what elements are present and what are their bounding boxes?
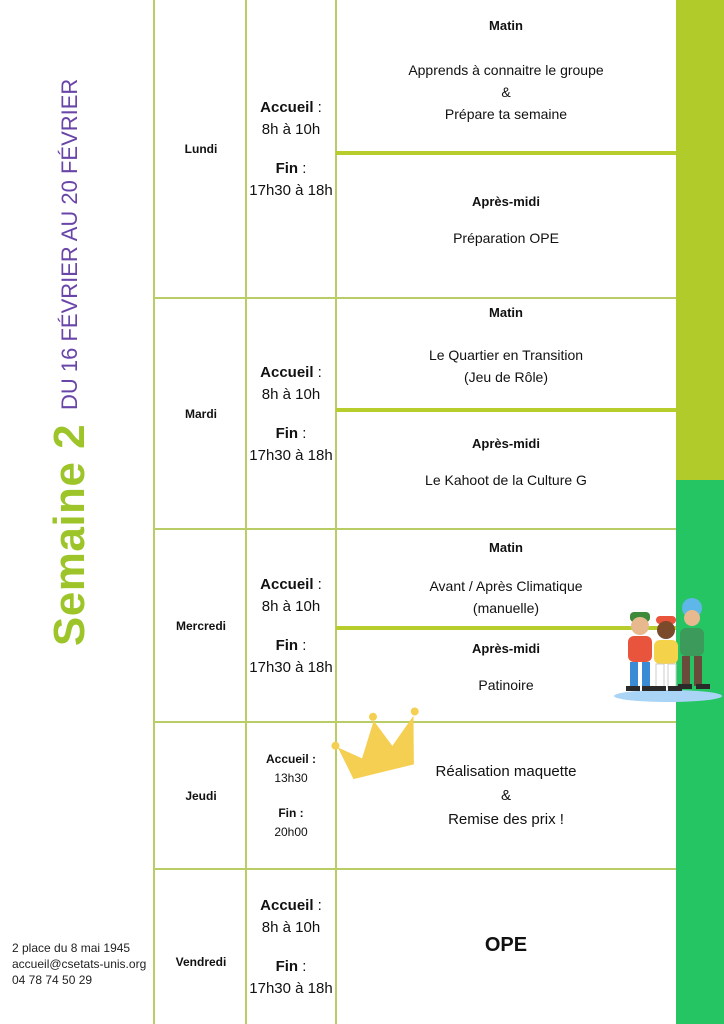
accueil-time: 8h à 10h bbox=[261, 385, 321, 403]
accueil-time: 8h à 10h bbox=[261, 121, 321, 138]
day-jeudi: Jeudi bbox=[185, 788, 217, 803]
accueil-time: 8h à 10h bbox=[261, 597, 321, 615]
activity-line: Patinoire bbox=[478, 677, 534, 693]
address-street: 2 place du 8 mai 1945 bbox=[12, 941, 131, 955]
half-day-divider bbox=[336, 151, 676, 155]
accueil-label: Accueil bbox=[265, 751, 309, 766]
activity-line: Apprends à connaitre le groupe bbox=[408, 62, 604, 78]
fin-time: 20h00 bbox=[274, 824, 308, 839]
morning-heading: Matin bbox=[489, 18, 523, 33]
children-skating-illustration bbox=[612, 592, 724, 704]
activity-line: & bbox=[501, 84, 511, 100]
afternoon-mardi bbox=[337, 436, 675, 526]
accueil-label: Accueil bbox=[260, 896, 314, 914]
accueil-label: Accueil bbox=[260, 575, 314, 593]
fin-time: 17h30 à 18h bbox=[249, 658, 333, 676]
day-mercredi: Mercredi bbox=[175, 618, 227, 633]
activity-line: Prépare ta semaine bbox=[444, 106, 568, 122]
times-mardi: Accueil : 8h à 10h Fin : 17h30 à 18h bbox=[249, 363, 333, 464]
morning-lundi bbox=[337, 18, 675, 148]
fin-time: 17h30 à 18h bbox=[249, 979, 333, 997]
fin-label: Fin bbox=[275, 636, 299, 654]
fin-label: Fin bbox=[275, 424, 299, 442]
morning-mardi bbox=[337, 305, 675, 405]
afternoon-heading: Après-midi bbox=[472, 436, 540, 451]
afternoon-heading: Après-midi bbox=[472, 194, 540, 209]
activity-line: Le Kahoot de la Culture G bbox=[425, 472, 587, 488]
times-jeudi: Accueil : 13h30 Fin : 20h00 bbox=[247, 722, 335, 869]
times-vendredi: Accueil : 8h à 10h Fin : 17h30 à 18h bbox=[249, 896, 333, 997]
activity-vendredi bbox=[337, 869, 675, 1024]
afternoon-heading: Après-midi bbox=[472, 641, 540, 656]
fin-time: 17h30 à 18h bbox=[249, 446, 333, 464]
crown-icon bbox=[330, 700, 430, 780]
accueil-time: 13h30 bbox=[274, 770, 308, 785]
activity-line: Réalisation maquette bbox=[435, 762, 577, 780]
activity-line: Remise des prix ! bbox=[448, 810, 564, 828]
day-mardi: Mardi bbox=[184, 406, 217, 421]
fin-label: Fin bbox=[275, 160, 299, 177]
fin-time: 17h30 à 18h bbox=[249, 182, 333, 199]
activity-line: (manuelle) bbox=[472, 600, 540, 616]
half-day-divider bbox=[336, 408, 676, 412]
times-mercredi: Accueil : 8h à 10h Fin : 17h30 à 18h bbox=[249, 575, 333, 676]
day-lundi: Lundi bbox=[184, 142, 218, 156]
accueil-time: 8h à 10h bbox=[261, 918, 321, 936]
activity-line: OPE bbox=[484, 933, 528, 956]
accueil-label: Accueil bbox=[260, 363, 314, 381]
fin-label: Fin bbox=[275, 957, 299, 975]
week-title: Semaine 2 bbox=[45, 423, 94, 647]
day-vendredi: Vendredi bbox=[175, 954, 227, 969]
afternoon-lundi bbox=[337, 194, 675, 294]
accueil-label: Accueil bbox=[260, 99, 314, 116]
address-email: accueil@csetats-unis.org bbox=[12, 957, 147, 971]
morning-heading: Matin bbox=[489, 540, 523, 555]
date-range: DU 16 FÉVRIER AU 20 FÉVRIER bbox=[57, 78, 82, 410]
activity-line: Avant / Après Climatique bbox=[429, 578, 583, 594]
activity-line: & bbox=[500, 786, 511, 804]
address-phone: 04 78 74 50 29 bbox=[12, 973, 93, 987]
times-lundi: Accueil : 8h à 10h Fin : 17h30 à 18h bbox=[249, 99, 333, 199]
fin-label: Fin bbox=[278, 805, 297, 820]
morning-heading: Matin bbox=[489, 305, 523, 320]
activity-line: Le Quartier en Transition bbox=[428, 347, 584, 363]
activity-line: Préparation OPE bbox=[453, 230, 559, 246]
activity-line: (Jeu de Rôle) bbox=[463, 369, 549, 385]
grid-line bbox=[153, 0, 155, 1024]
